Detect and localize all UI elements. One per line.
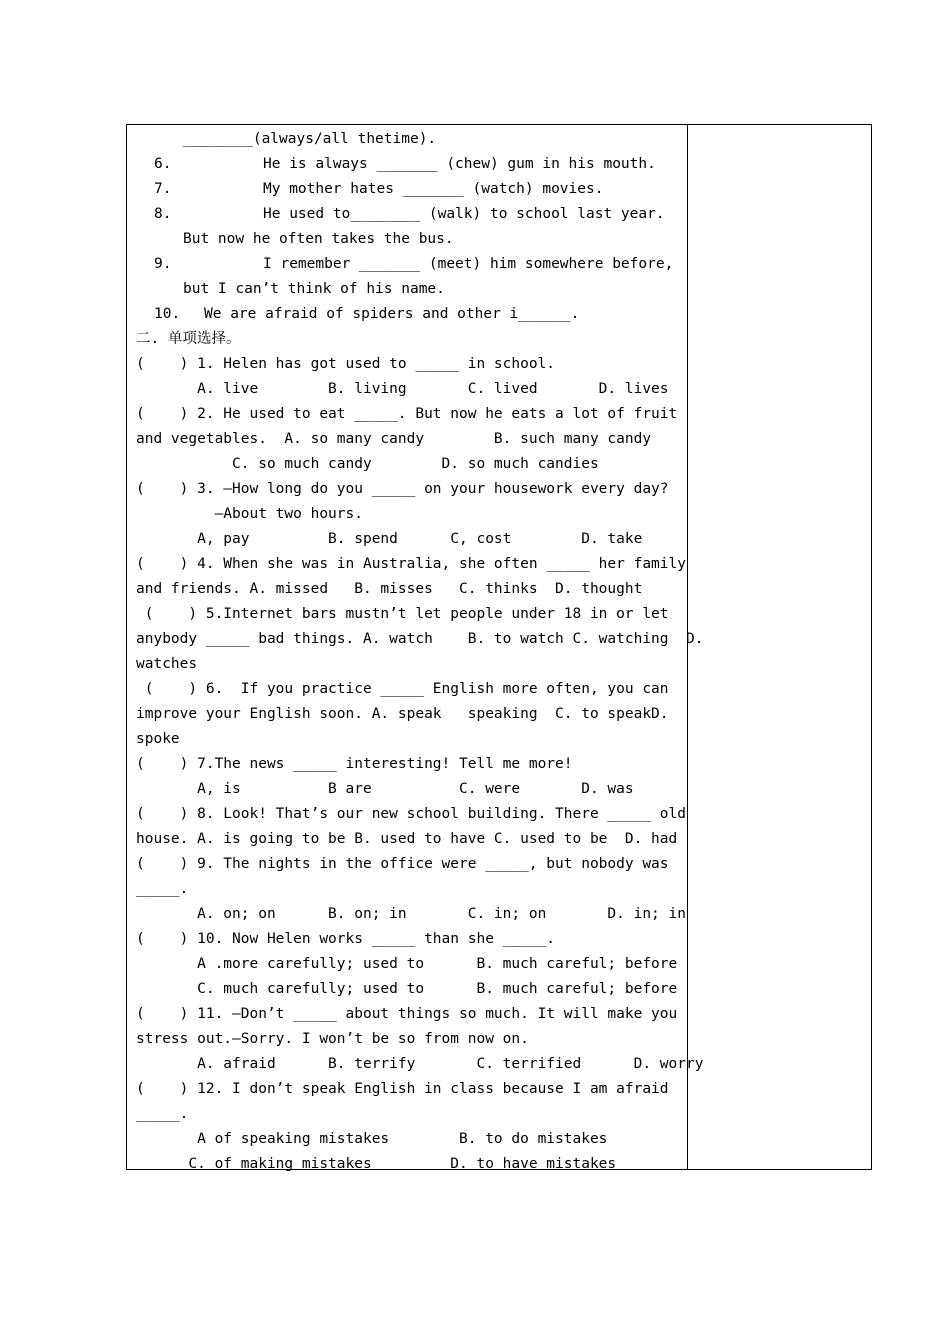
- question-line: anybody _____ bad things. A. watch B. to watch C. watching D.: [136, 631, 704, 647]
- question-line: A. live B. living C. lived D. lives: [136, 381, 669, 397]
- question-line: ( ) 4. When she was in Australia, she often _____ her family: [136, 556, 686, 572]
- question-line: A .more carefully; used to B. much careful; before: [136, 956, 678, 972]
- fill-item: [154, 202, 665, 227]
- question-line: A, pay B. spend C, cost D. take: [136, 531, 643, 547]
- question-line: stress out.—Sorry. I won’t be so from now on.: [136, 1031, 529, 1047]
- question-line: ( ) 5.Internet bars mustn’t let people under 18 in or let: [136, 606, 669, 622]
- question-line: A. on; on B. on; in C. in; on D. in; in: [136, 906, 686, 922]
- question-line: ( ) 12. I don’t speak English in class because I am afraid: [136, 1081, 669, 1097]
- question-line: watches: [136, 656, 198, 672]
- item-number: 7.: [154, 181, 172, 197]
- question-line: improve your English soon. A. speak speaking C. to speakD.: [136, 706, 669, 722]
- question-line: ( ) 11. —Don’t _____ about things so much. It will make you: [136, 1006, 678, 1022]
- item-text: He used to________ (walk) to school last year.: [263, 206, 665, 222]
- question-line: C. of making mistakes D. to have mistakes: [136, 1156, 617, 1172]
- section-title: 二. 单项选择。: [136, 331, 241, 347]
- question-line: ( ) 1. Helen has got used to _____ in school.: [136, 356, 556, 372]
- question-line: spoke: [136, 731, 180, 747]
- question-line: C. much carefully; used to B. much careful; before: [136, 981, 678, 997]
- fill-item: but I can’t think of his name.: [183, 281, 445, 297]
- item-text: We are afraid of spiders and other i______.: [204, 306, 580, 322]
- question-line: ( ) 3. —How long do you _____ on your housework every day?: [136, 481, 669, 497]
- question-line: house. A. is going to be B. used to have C. used to be D. had: [136, 831, 678, 847]
- question-line: ( ) 8. Look! That’s our new school building. There _____ old: [136, 806, 686, 822]
- fill-item: [154, 177, 603, 202]
- item-text: He is always _______ (chew) gum in his mouth.: [263, 156, 656, 172]
- fill-item: [154, 152, 656, 177]
- item-number: 9.: [154, 256, 172, 272]
- worksheet-table: [126, 124, 872, 1170]
- question-line: ( ) 10. Now Helen works _____ than she _____.: [136, 931, 556, 947]
- fill-item: [154, 302, 579, 327]
- question-line: ( ) 2. He used to eat _____. But now he eats a lot of fruit: [136, 406, 678, 422]
- item-number: 6.: [154, 156, 172, 172]
- question-line: A. afraid B. terrify C. terrified D. worry: [136, 1056, 704, 1072]
- question-line: _____.: [136, 881, 189, 897]
- question-line: A, is B are C. were D. was: [136, 781, 634, 797]
- fill-item: [154, 252, 673, 277]
- item-text: I remember _______ (meet) him somewhere before,: [263, 256, 674, 272]
- question-line: ( ) 6. If you practice _____ English more often, you can: [136, 681, 669, 697]
- question-line: _____.: [136, 1106, 189, 1122]
- question-line: and vegetables. A. so many candy B. such many candy: [136, 431, 652, 447]
- item-number: 8.: [154, 206, 172, 222]
- fill-item: But now he often takes the bus.: [183, 231, 454, 247]
- question-line: ( ) 7.The news _____ interesting! Tell me more!: [136, 756, 573, 772]
- item-number: 10.: [154, 306, 181, 322]
- question-line: —About two hours.: [136, 506, 363, 522]
- item-text: My mother hates _______ (watch) movies.: [263, 181, 604, 197]
- question-line: ( ) 9. The nights in the office were _____, but nobody was: [136, 856, 669, 872]
- fill-item: ________(always/all thetime).: [183, 131, 437, 147]
- question-line: A of speaking mistakes B. to do mistakes: [136, 1131, 608, 1147]
- question-line: C. so much candy D. so much candies: [136, 456, 599, 472]
- question-line: and friends. A. missed B. misses C. thinks D. thought: [136, 581, 643, 597]
